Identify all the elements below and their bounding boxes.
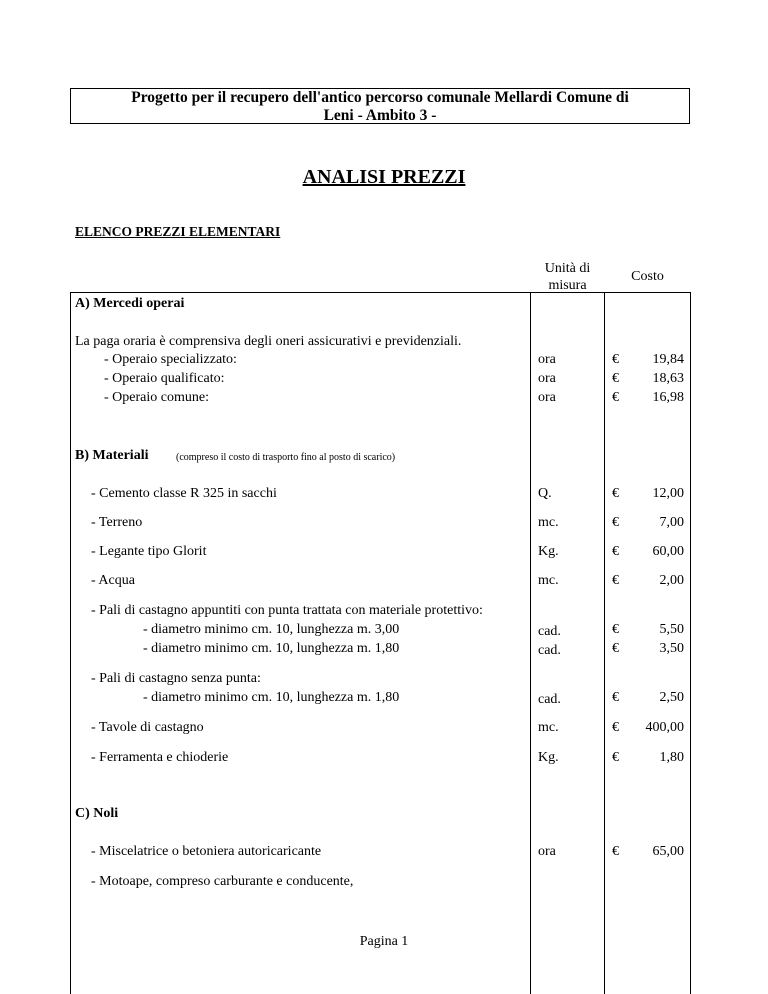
list-item-price: 18,63 bbox=[652, 371, 684, 386]
list-item-label: - Acqua bbox=[91, 573, 135, 588]
header-unit bbox=[531, 260, 604, 294]
header-cost: Costo bbox=[631, 269, 664, 284]
list-item-label: - Miscelatrice o betoniera autoricaricante bbox=[91, 844, 322, 859]
list-item-unit: Kg. bbox=[538, 544, 559, 559]
list-item-label: - Cemento classe R 325 in sacchi bbox=[91, 486, 277, 501]
header-unit-line2: misura bbox=[548, 278, 587, 293]
list-item-price: 1,80 bbox=[659, 750, 684, 765]
section-subtitle: ELENCO PREZZI ELEMENTARI bbox=[75, 224, 281, 239]
euro-symbol: € bbox=[612, 622, 619, 637]
table-divider-cost bbox=[604, 292, 605, 994]
euro-symbol: € bbox=[612, 486, 619, 501]
list-item-unit: Kg. bbox=[538, 750, 559, 765]
list-item-unit: ora bbox=[538, 390, 556, 405]
list-item-price: 2,00 bbox=[659, 573, 684, 588]
list-item-group-label: - Pali di castagno appuntiti con punta trattata con materiale protettivo: bbox=[91, 603, 483, 618]
project-title-box bbox=[70, 88, 690, 124]
page-title: ANALISI PREZZI bbox=[302, 166, 466, 188]
list-item-label: - Legante tipo Glorit bbox=[91, 544, 207, 559]
list-item-label: - Tavole di castagno bbox=[91, 720, 204, 735]
list-item-unit: mc. bbox=[538, 720, 559, 735]
list-item-label: - diametro minimo cm. 10, lunghezza m. 1,80 bbox=[143, 641, 400, 656]
list-item-unit: cad. bbox=[538, 692, 561, 707]
list-item-label: - Operaio qualificato: bbox=[104, 371, 225, 386]
list-item-label: - Motoape, compreso carburante e conducente, bbox=[91, 874, 354, 889]
section-b-note: (compreso il costo di trasporto fino al posto di scarico) bbox=[176, 452, 396, 463]
list-item-label: - Operaio specializzato: bbox=[104, 352, 237, 367]
list-item-label: - diametro minimo cm. 10, lunghezza m. 1,80 bbox=[143, 690, 400, 705]
list-item-unit: Q. bbox=[538, 486, 552, 501]
euro-symbol: € bbox=[612, 750, 619, 765]
euro-symbol: € bbox=[612, 515, 619, 530]
list-item-price: 2,50 bbox=[659, 690, 684, 705]
list-item-price: 12,00 bbox=[652, 486, 684, 501]
table-divider-unit bbox=[530, 292, 531, 994]
table-border-right bbox=[690, 292, 691, 994]
list-item-price: 400,00 bbox=[645, 720, 684, 735]
section-c-title: C) Noli bbox=[75, 806, 119, 821]
list-item-unit: cad. bbox=[538, 624, 561, 639]
page-footer: Pagina 1 bbox=[359, 934, 409, 949]
list-item-label: - Ferramenta e chioderie bbox=[91, 750, 229, 765]
project-title-line1: Progetto per il recupero dell'antico percorso comunale Mellardi Comune di bbox=[131, 89, 629, 106]
list-item-price: 3,50 bbox=[659, 641, 684, 656]
list-item-label: - diametro minimo cm. 10, lunghezza m. 3,00 bbox=[143, 622, 400, 637]
list-item-label: - Operaio comune: bbox=[104, 390, 209, 405]
list-item-unit: mc. bbox=[538, 515, 559, 530]
list-item-group-label: - Pali di castagno senza punta: bbox=[91, 671, 261, 686]
euro-symbol: € bbox=[612, 371, 619, 386]
list-item-price: 19,84 bbox=[652, 352, 684, 367]
list-item-unit: ora bbox=[538, 371, 556, 386]
euro-symbol: € bbox=[612, 352, 619, 367]
list-item-unit: ora bbox=[538, 352, 556, 367]
euro-symbol: € bbox=[612, 544, 619, 559]
euro-symbol: € bbox=[612, 390, 619, 405]
list-item-price: 5,50 bbox=[659, 622, 684, 637]
list-item-price: 16,98 bbox=[652, 390, 684, 405]
list-item-unit: ora bbox=[538, 844, 556, 859]
section-b-title: B) Materiali bbox=[75, 448, 149, 463]
euro-symbol: € bbox=[612, 690, 619, 705]
section-a-intro: La paga oraria è comprensiva degli oneri assicurativi e previdenziali. bbox=[75, 334, 462, 349]
project-title-line2: Leni - Ambito 3 - bbox=[323, 107, 437, 124]
euro-symbol: € bbox=[612, 641, 619, 656]
table-border-left bbox=[70, 292, 71, 994]
euro-symbol: € bbox=[612, 844, 619, 859]
list-item-unit: mc. bbox=[538, 573, 559, 588]
list-item-price: 60,00 bbox=[652, 544, 684, 559]
list-item-unit: cad. bbox=[538, 643, 561, 658]
list-item-price: 65,00 bbox=[652, 844, 684, 859]
header-unit-line1: Unità di bbox=[544, 261, 591, 276]
euro-symbol: € bbox=[612, 720, 619, 735]
euro-symbol: € bbox=[612, 573, 619, 588]
list-item-label: - Terreno bbox=[91, 515, 143, 530]
list-item-price: 7,00 bbox=[659, 515, 684, 530]
section-a-title: A) Mercedi operai bbox=[75, 296, 185, 311]
